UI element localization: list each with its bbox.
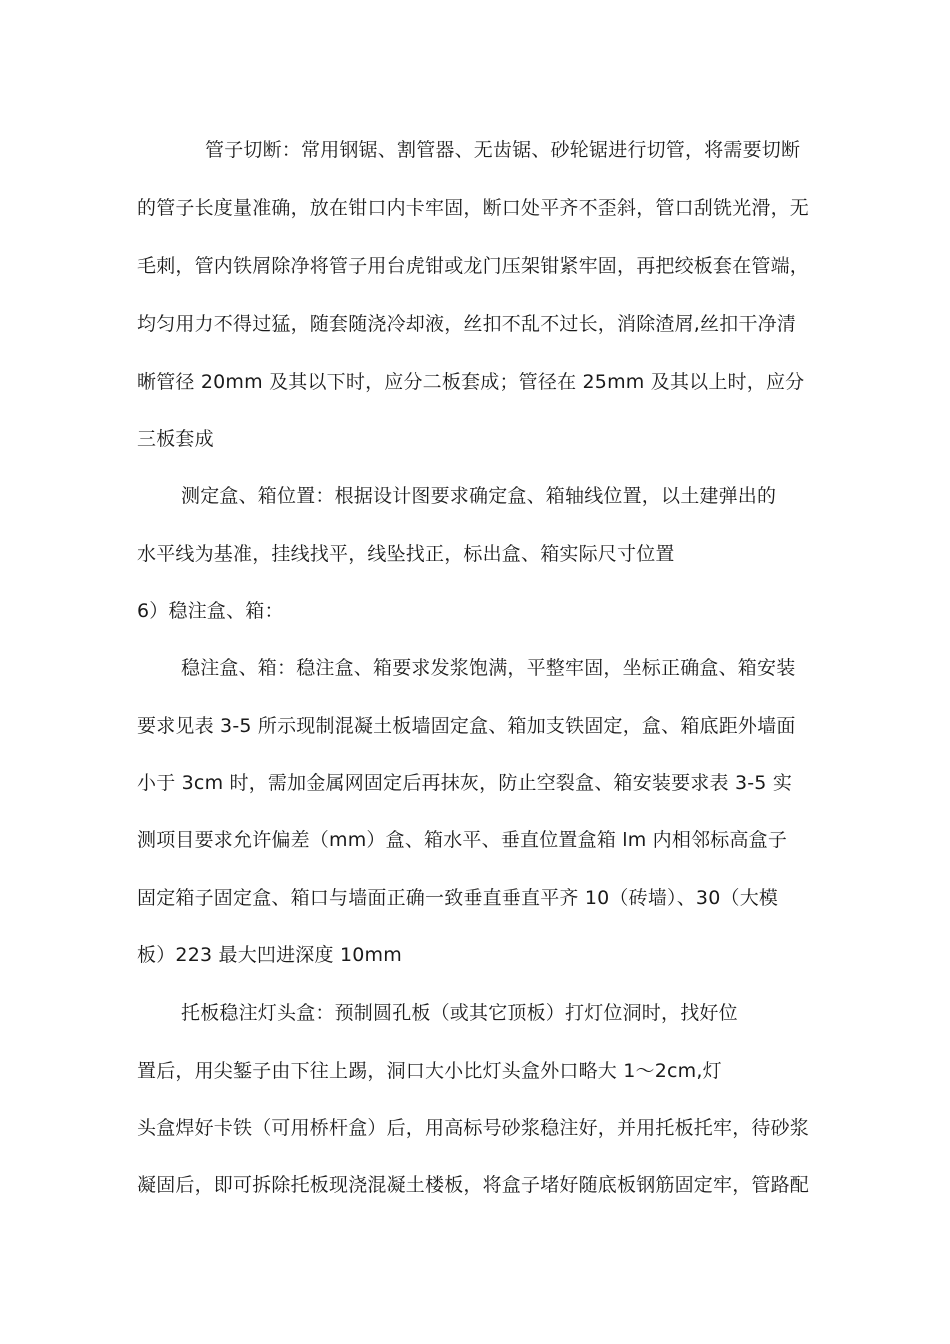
text-line: 晰管径 20mm 及其以下时，应分二板套成；管径在 25mm 及其以上时，应分 [137, 371, 805, 393]
text-line: 固定箱子固定盒、箱口与墙面正确一致垂直垂直平齐 10（砖墙）、30（大模 [137, 887, 779, 909]
text-line: 凝固后，即可拆除托板现浇混凝土楼板，将盒子堵好随底板钢筋固定牢，管路配 [137, 1174, 810, 1196]
text-line: 6）稳注盒、箱： [137, 600, 284, 622]
text-line: 稳注盒、箱：稳注盒、箱要求发浆饱满，平整牢固，坐标正确盒、箱安装 [181, 657, 796, 679]
text-line: 托板稳注灯头盒：预制圆孔板（或其它顶板）打灯位洞时，找好位 [181, 1002, 738, 1024]
text-line: 的管子长度量准确，放在钳口内卡牢固，断口处平齐不歪斜，管口刮铣光滑，无 [137, 197, 810, 219]
text-line: 三板套成 [137, 428, 214, 450]
text-line: 头盒焊好卡铁（可用桥杆盒）后，用高标号砂浆稳注好，并用托板托牢，待砂浆 [137, 1117, 810, 1139]
text-line: 小于 3cm 时，需加金属网固定后再抹灰，防止空裂盒、箱安装要求表 3-5 实 [137, 772, 793, 794]
text-line: 均匀用力不得过猛，随套随浇冷却液，丝扣不乱不过长，消除渣屑,丝扣干净清 [137, 313, 797, 335]
text-line: 测定盒、箱位置：根据设计图要求确定盒、箱轴线位置，以土建弹出的 [181, 485, 777, 507]
text-line: 要求见表 3-5 所示现制混凝土板墙固定盒、箱加支铁固定，盒、箱底距外墙面 [137, 715, 796, 737]
text-line: 板）223 最大凹进深度 10mm [137, 944, 402, 966]
text-line: 管子切断：常用钢锯、割管器、无齿锯、砂轮锯进行切管，将需要切断 [205, 139, 801, 161]
text-line: 水平线为基准，挂线找平，线坠找正，标出盒、箱实际尺寸位置 [137, 543, 675, 565]
text-line: 置后，用尖錾子由下往上踢，洞口大小比灯头盒外口略大 1～2cm,灯 [137, 1060, 722, 1082]
text-line: 毛刺，管内铁屑除净将管子用台虎钳或龙门压架钳紧牢固，再把绞板套在管端， [137, 255, 810, 277]
text-line: 测项目要求允许偏差（mm）盒、箱水平、垂直位置盒箱 lm 内相邻标高盒子 [137, 829, 788, 851]
